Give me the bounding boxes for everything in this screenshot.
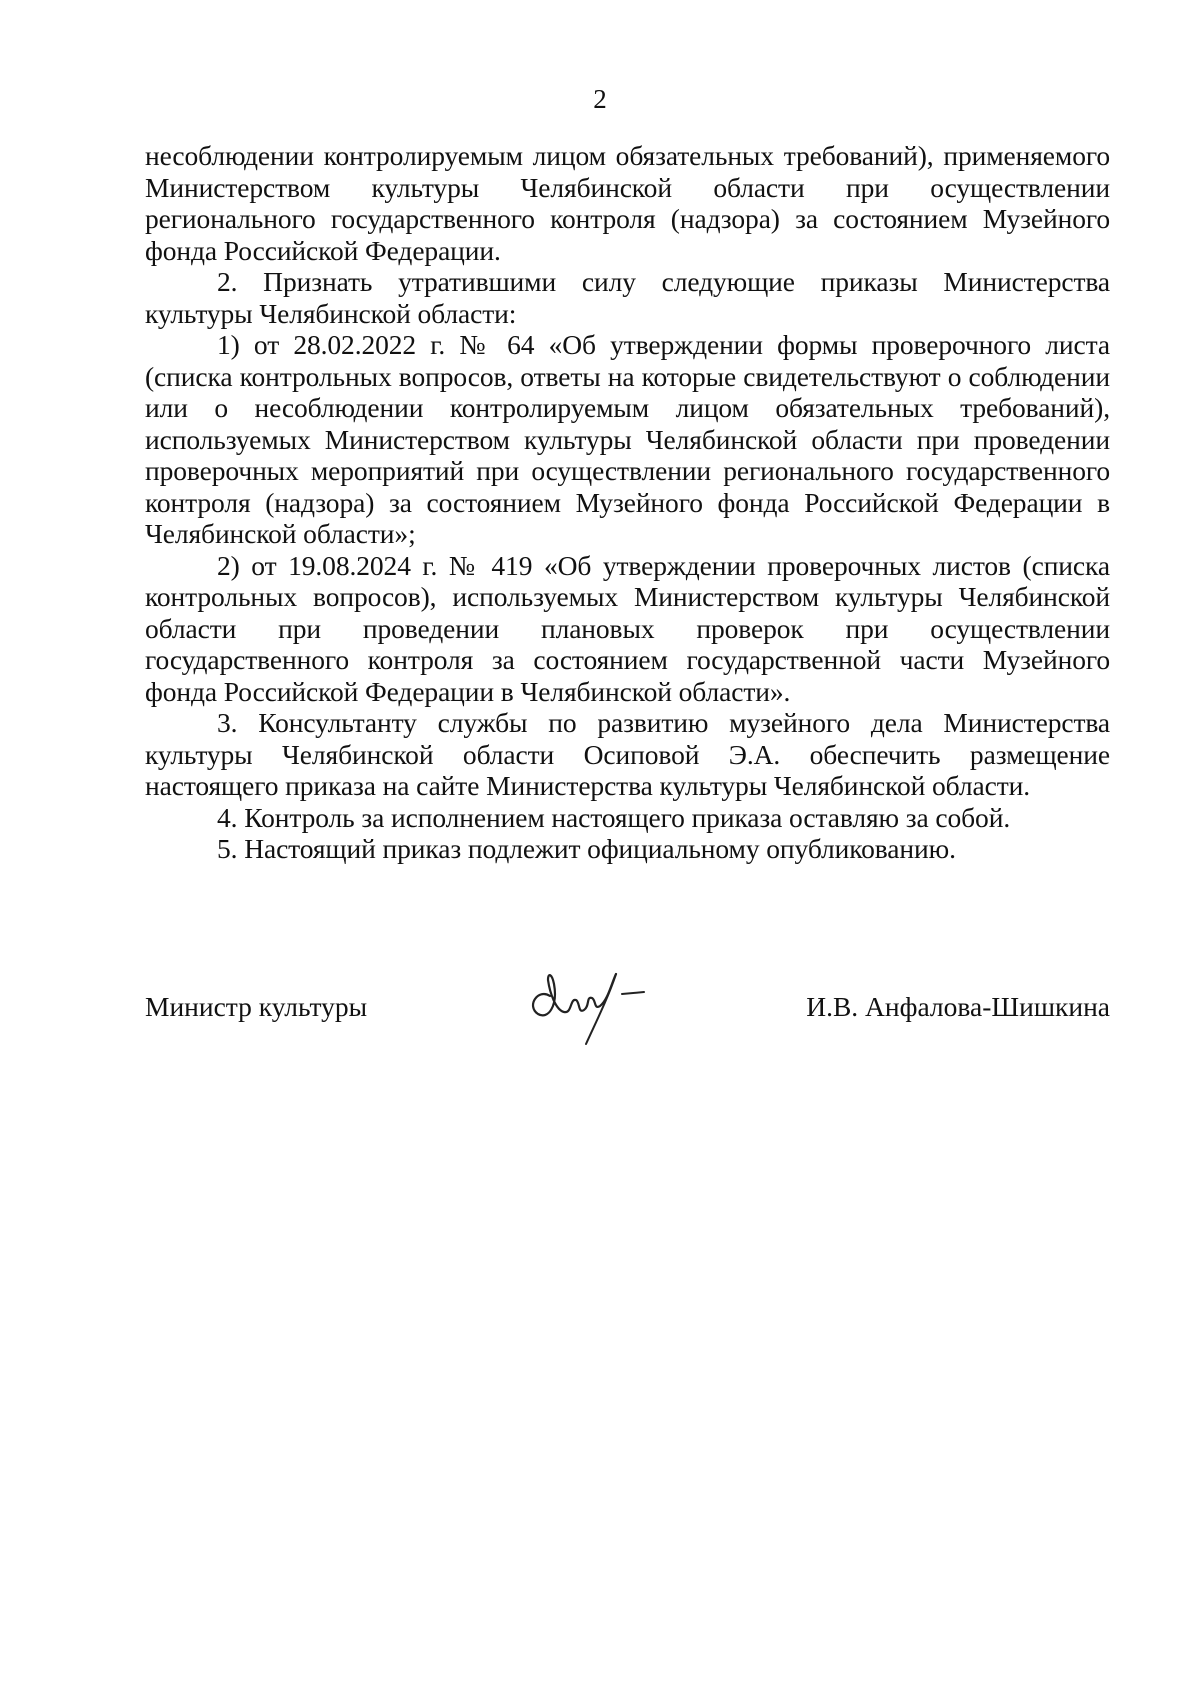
paragraph-item-2: 2. Признать утратившими силу следующие приказы Министерства культуры Челябинской области: [145,266,1110,329]
paragraph-item-4: 4. Контроль за исполнением настоящего приказа оставляю за собой. [217,801,1011,833]
page-number: 2 [593,84,607,114]
signature-block [145,960,1110,1090]
signer-name: И.В. Анфалова-Шишкина [806,991,1110,1022]
handwritten-signature [520,960,670,1050]
paragraph-item-3: 3. Консультанту службы по развитию музейного дела Министерства культуры Челябинской области Осиповой Э.А. обеспечить размещение настоящего приказа на сайте Министерства культуры Челябинской области. [145,707,1110,801]
paragraph-continuation: несоблюдении контролируемым лицом обязательных требований), применяемого Министерством культуры Челябинской области при осуществлении регионального государственного контроля (надзора) за состоянием Музейного фонда Российской Федерации. [145,140,1110,266]
signer-title: Министр культуры [145,991,368,1022]
paragraph-subitem-2: 2) от 19.08.2024 г. № 419 «Об утверждении проверочных листов (списка контрольных вопросов), используемых Министерством культуры Челябинской области при проведении плановых проверок при осуществлении государственного контроля за состоянием государственной части Музейного фонда Российской Федерации в Челябинской области». [145,549,1110,707]
paragraph-subitem-1: 1) от 28.02.2022 г. № 64 «Об утверждении формы проверочного листа (списка контрольных вопросов, ответы на которые свидетельствуют о соблюдении или о несоблюдении контролируемым лицом обязательных требований), используемых Министерством культуры Челябинской области при проведении проверочных мероприятий при осуществлении регионального государственного контроля (надзора) за состоянием Музейного фонда Российской Федерации в Челябинской области»; [145,329,1110,549]
paragraph-item-5: 5. Настоящий приказ подлежит официальному опубликованию. [217,833,956,864]
order-body [145,140,1110,865]
